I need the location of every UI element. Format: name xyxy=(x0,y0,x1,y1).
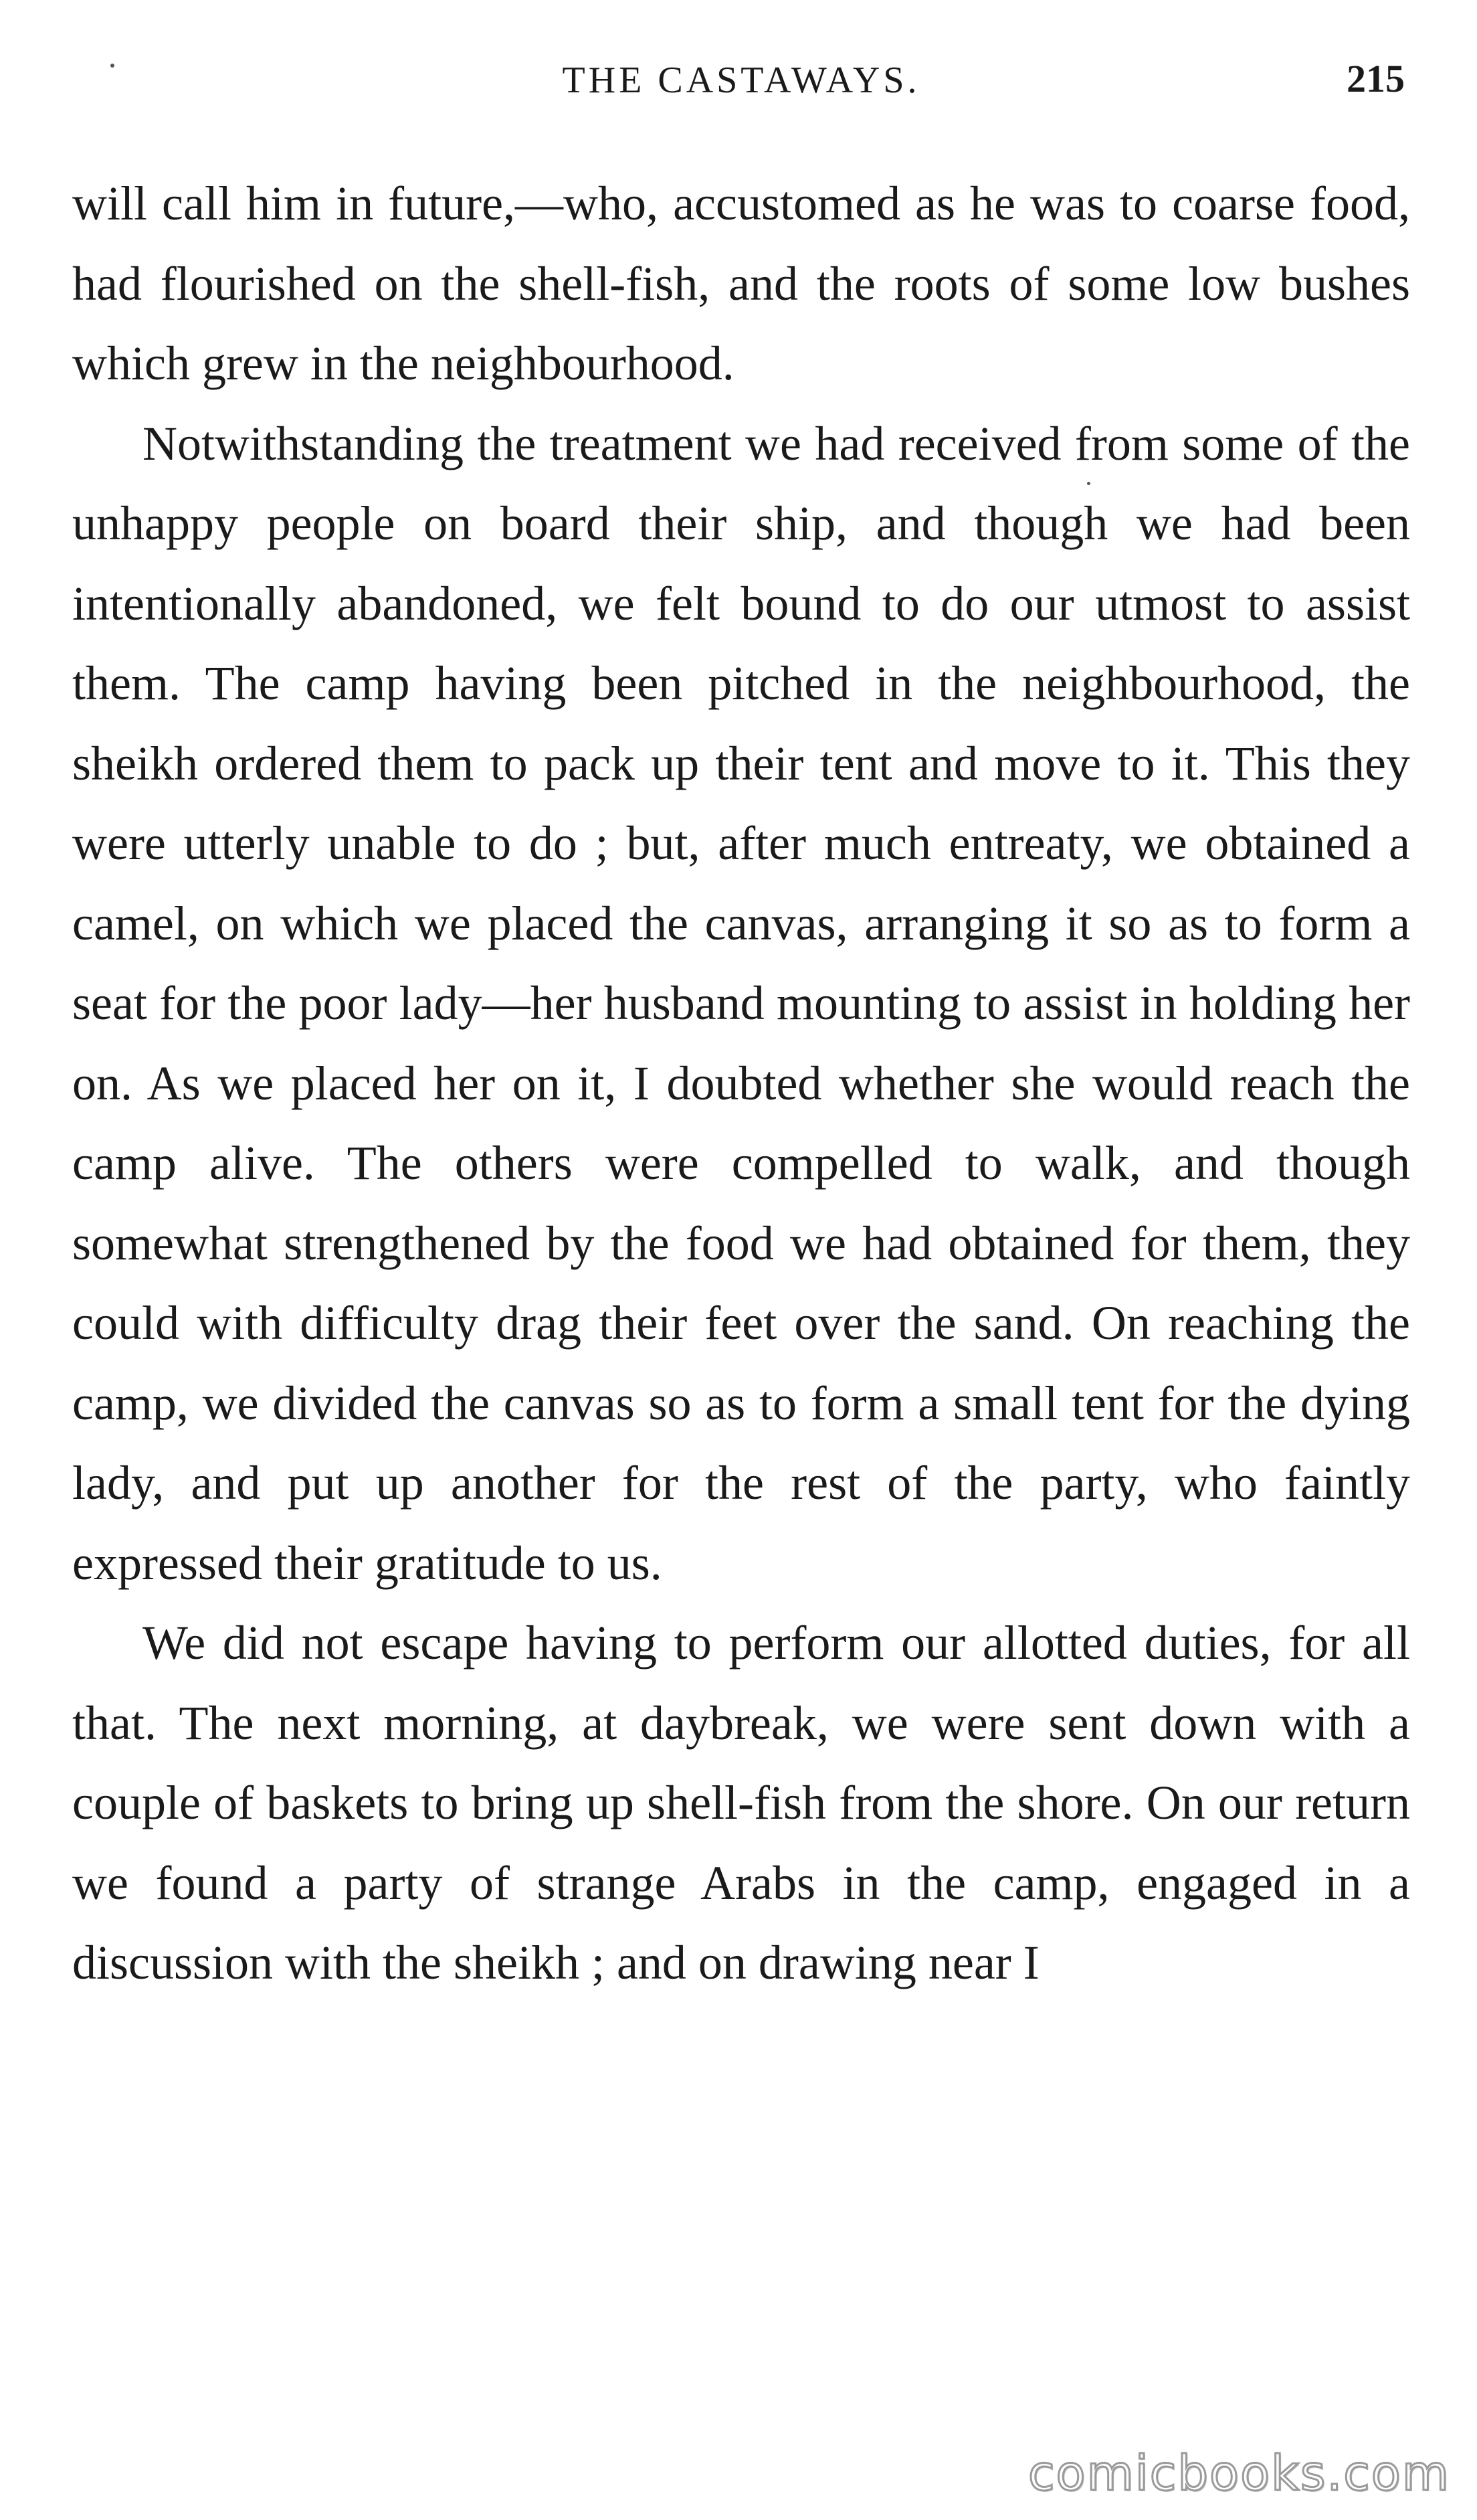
paragraph: will call him in future,—who, accustomed as he was to coarse food, had flourished on the shell-fish, and the roots of some low bushes which grew in the neighbourhood. xyxy=(72,177,1410,390)
page-number: 215 xyxy=(1347,57,1405,100)
paragraph: Notwithstanding the treatment we had received from some of the unhappy people on board their ship, and though we had been intentionally abandoned, we felt bound to do our utmost to assist them. The camp having been pitched in the neighbourhood, the sheikh ordered them to pack up their tent and move to it. This they were utterly unable to do ; but, after much entreaty, we obtained a camel, on which we placed the canvas, arranging it so as to form a seat for the poor lady—her husband mounting to assist in holding her on. As we placed her on it, I doubted whether she would reach the camp alive. The others were compelled to walk, and though somewhat strengthened by the food we had obtained for them, they could with difficulty drag their feet over the sand. On reaching the camp, we divided the canvas so as to form a small tent for the dying lady, and put up another for the rest of the party, who faintly expressed their gratitude to us. xyxy=(72,416,1410,1590)
paragraph: We did not escape having to perform our allotted duties, for all that. The next morning, at daybreak, we were sent down with a couple of baskets to bring up shell-fish from the shore. On our return we found a party of strange Arabs in the camp, engaged in a discussion with the sheikh ; and on drawing near I xyxy=(72,1616,1410,1989)
running-title: THE CASTAWAYS. xyxy=(562,60,920,101)
body-text xyxy=(72,164,1410,2003)
running-header xyxy=(72,54,1410,107)
watermark: comicbooks.com xyxy=(1027,2445,1450,2501)
